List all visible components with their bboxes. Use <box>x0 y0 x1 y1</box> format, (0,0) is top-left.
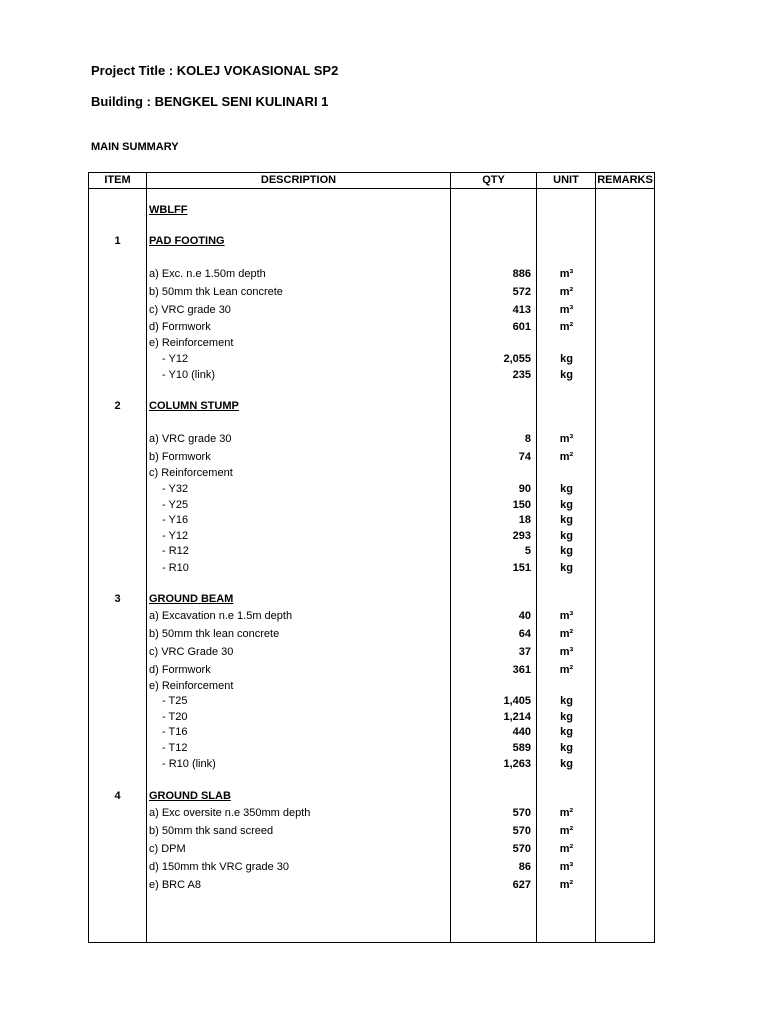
row-unit: m² <box>559 825 574 837</box>
row-unit: kg <box>560 711 573 723</box>
header-unit: UNIT <box>553 174 579 186</box>
table-row <box>88 498 655 513</box>
project-title-label: Project Title : <box>91 63 174 78</box>
table-row <box>88 336 655 351</box>
table-row <box>88 466 655 481</box>
row-unit: kg <box>560 545 573 557</box>
row-quantity: 1,405 <box>503 695 531 707</box>
row-description: d) Formwork <box>149 664 211 676</box>
row-description: d) 150mm thk VRC grade 30 <box>149 861 290 873</box>
row-quantity: 2,055 <box>503 353 531 365</box>
row-quantity: 627 <box>512 879 531 891</box>
row-description: - Y32 <box>162 483 189 495</box>
row-description: a) Exc oversite n.e 350mm depth <box>149 807 311 819</box>
row-unit: m² <box>559 286 574 298</box>
row-description: - T20 <box>162 711 188 723</box>
row-description: b) 50mm thk sand screed <box>149 825 274 837</box>
row-item-number: 2 <box>114 400 121 412</box>
row-unit: m² <box>559 807 574 819</box>
row-unit: kg <box>560 514 573 526</box>
row-description: c) VRC grade 30 <box>149 304 231 316</box>
table-row <box>88 529 655 544</box>
row-unit: kg <box>560 758 573 770</box>
row-description: GROUND SLAB <box>149 790 231 802</box>
table-row <box>88 860 655 875</box>
table-row <box>88 627 655 642</box>
table-row <box>88 824 655 839</box>
row-quantity: 235 <box>512 369 531 381</box>
row-description: - R10 (link) <box>162 758 216 770</box>
table-row <box>88 267 655 282</box>
row-description: c) DPM <box>149 843 186 855</box>
row-unit: m³ <box>559 646 574 658</box>
row-quantity: 37 <box>518 646 531 658</box>
table-row <box>88 609 655 624</box>
row-quantity: 572 <box>512 286 531 298</box>
row-quantity: 293 <box>512 530 531 542</box>
row-description: GROUND BEAM <box>149 593 234 605</box>
row-description: e) Reinforcement <box>149 337 234 349</box>
row-quantity: 570 <box>512 825 531 837</box>
row-quantity: 570 <box>512 807 531 819</box>
row-item-number: 3 <box>114 593 121 605</box>
table-row <box>88 741 655 756</box>
row-description: - Y12 <box>162 530 189 542</box>
row-description: b) Formwork <box>149 451 211 463</box>
row-description: - T16 <box>162 726 188 738</box>
header-remarks: REMARKS <box>597 174 653 186</box>
row-unit: m² <box>559 451 574 463</box>
table-row <box>88 679 655 694</box>
table-row <box>88 806 655 821</box>
row-unit: m³ <box>559 610 574 622</box>
table-border-bottom <box>88 942 655 943</box>
project-title-value: KOLEJ VOKASIONAL SP2 <box>176 63 339 78</box>
row-description: a) Excavation n.e 1.5m depth <box>149 610 293 622</box>
header-qty: QTY <box>482 174 505 186</box>
row-description: - T25 <box>162 695 188 707</box>
table-row <box>88 432 655 447</box>
building-label: Building : <box>91 94 151 109</box>
row-quantity: 40 <box>518 610 531 622</box>
row-unit: m² <box>559 628 574 640</box>
table-row <box>88 203 655 218</box>
row-unit: kg <box>560 369 573 381</box>
row-description: - Y10 (link) <box>162 369 215 381</box>
table-row <box>88 450 655 465</box>
table-row <box>88 399 655 414</box>
row-description: b) 50mm thk lean concrete <box>149 628 280 640</box>
table-row <box>88 285 655 300</box>
row-item-number: 1 <box>114 235 121 247</box>
row-quantity: 886 <box>512 268 531 280</box>
building-title <box>91 94 328 109</box>
row-description: a) VRC grade 30 <box>149 433 232 445</box>
row-unit: kg <box>560 483 573 495</box>
table-row <box>88 710 655 725</box>
row-description: d) Formwork <box>149 321 211 333</box>
row-description: - Y12 <box>162 353 189 365</box>
table-row <box>88 878 655 893</box>
row-description: b) 50mm thk Lean concrete <box>149 286 283 298</box>
row-unit: kg <box>560 353 573 365</box>
table-row <box>88 368 655 383</box>
building-value: BENGKEL SENI KULINARI 1 <box>154 94 329 109</box>
row-quantity: 1,263 <box>503 758 531 770</box>
row-quantity: 361 <box>512 664 531 676</box>
summary-table <box>88 172 655 943</box>
table-row <box>88 544 655 559</box>
row-unit: kg <box>560 530 573 542</box>
header-divider <box>88 188 655 189</box>
table-row <box>88 757 655 772</box>
row-unit: kg <box>560 742 573 754</box>
row-description: c) VRC Grade 30 <box>149 646 234 658</box>
row-quantity: 413 <box>512 304 531 316</box>
row-description: PAD FOOTING <box>149 235 225 247</box>
row-description: c) Reinforcement <box>149 467 233 479</box>
row-description: - R12 <box>162 545 189 557</box>
row-description: WBLFF <box>149 204 188 216</box>
row-quantity: 86 <box>518 861 531 873</box>
row-quantity: 74 <box>518 451 531 463</box>
row-unit: m³ <box>559 268 574 280</box>
row-quantity: 90 <box>518 483 531 495</box>
row-unit: kg <box>560 499 573 511</box>
row-quantity: 151 <box>512 562 531 574</box>
row-description: a) Exc. n.e 1.50m depth <box>149 268 266 280</box>
row-unit: kg <box>560 562 573 574</box>
table-row <box>88 725 655 740</box>
row-description: e) Reinforcement <box>149 680 234 692</box>
row-description: - T12 <box>162 742 188 754</box>
row-description: - Y16 <box>162 514 189 526</box>
row-unit: m³ <box>559 861 574 873</box>
row-description: COLUMN STUMP <box>149 400 239 412</box>
row-unit: m² <box>559 879 574 891</box>
row-unit: kg <box>560 695 573 707</box>
main-summary-heading: MAIN SUMMARY <box>91 141 179 153</box>
table-row <box>88 561 655 576</box>
row-unit: m² <box>559 321 574 333</box>
table-row <box>88 694 655 709</box>
row-unit: kg <box>560 726 573 738</box>
header-description: DESCRIPTION <box>260 174 337 186</box>
table-row <box>88 482 655 497</box>
table-row <box>88 663 655 678</box>
row-item-number: 4 <box>114 790 121 802</box>
row-quantity: 18 <box>518 514 531 526</box>
row-description: e) BRC A8 <box>149 879 201 891</box>
row-unit: m³ <box>559 433 574 445</box>
row-quantity: 5 <box>524 545 531 557</box>
row-unit: m² <box>559 664 574 676</box>
table-row <box>88 303 655 318</box>
table-row <box>88 513 655 528</box>
project-title <box>91 63 338 78</box>
table-row <box>88 320 655 335</box>
row-description: - Y25 <box>162 499 189 511</box>
table-row <box>88 352 655 367</box>
row-quantity: 150 <box>512 499 531 511</box>
table-row <box>88 789 655 804</box>
table-row <box>88 592 655 607</box>
row-unit: m² <box>559 843 574 855</box>
row-unit: m³ <box>559 304 574 316</box>
row-description: - R10 <box>162 562 189 574</box>
row-quantity: 440 <box>512 726 531 738</box>
table-row <box>88 234 655 249</box>
table-row <box>88 645 655 660</box>
table-row <box>88 842 655 857</box>
row-quantity: 8 <box>524 433 531 445</box>
row-quantity: 64 <box>518 628 531 640</box>
row-quantity: 570 <box>512 843 531 855</box>
header-item: ITEM <box>104 174 131 186</box>
row-quantity: 589 <box>512 742 531 754</box>
row-quantity: 1,214 <box>503 711 531 723</box>
row-quantity: 601 <box>512 321 531 333</box>
